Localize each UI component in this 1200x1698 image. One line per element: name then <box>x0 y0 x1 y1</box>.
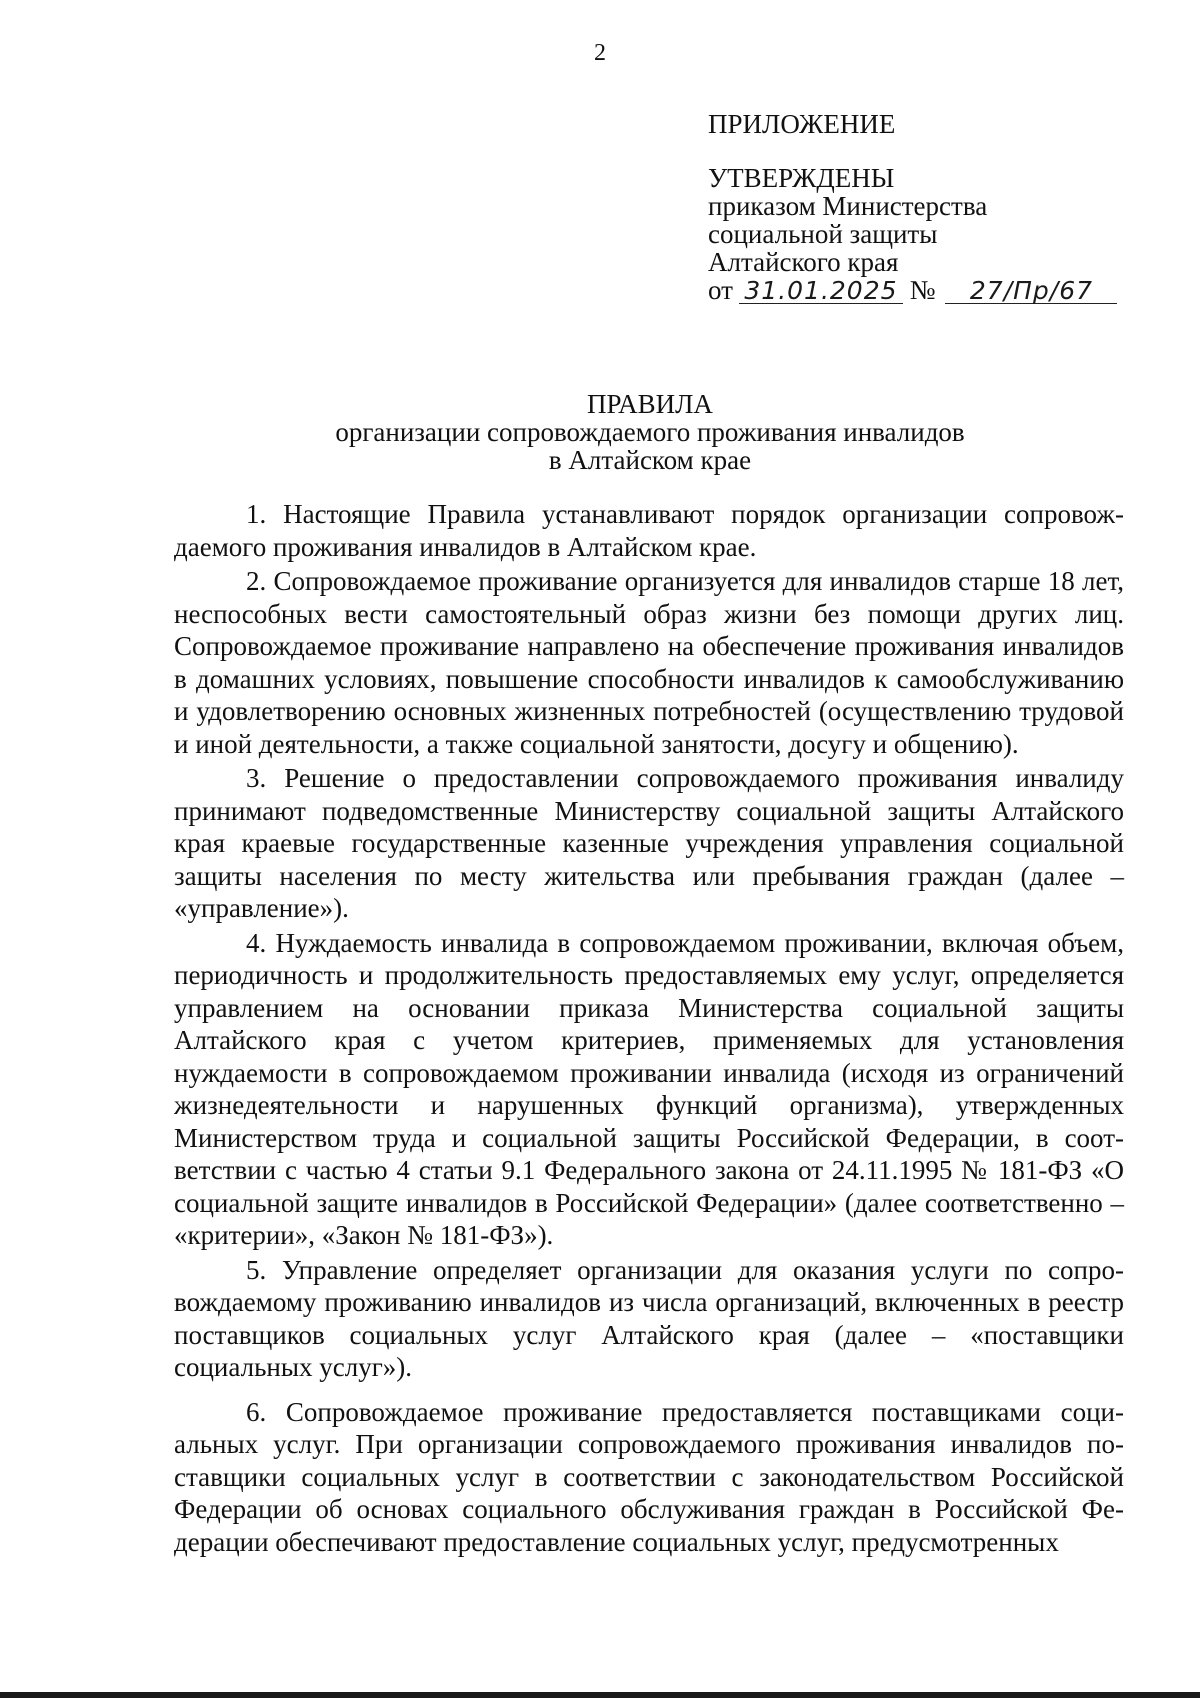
paragraph-2: 2. Сопровождаемое проживание организуется для инвалидов старше 18 лет, неспособных вести самостоятельный образ жизни без помощи других лиц. Сопровождаемое проживание направлено на обеспечение проживания инвалидов в домашних условиях, повышение способности инвалидов к самообслуживанию и удовлетворению основных жизненных потребностей (осуществлению трудовой и иной деятельности, а также социальной занятости, досугу и общению). <box>174 566 1124 759</box>
paragraph-1: 1. Настоящие Правила устанавливают порядок организации сопровождаемого проживания инвалидов в Алтайском крае. <box>174 499 1124 562</box>
paragraph-5: 5. Управление определяет организации для оказания услуги по сопровождаемому проживанию инвалидов из числа организаций, включенных в реестр поставщиков социальных услуг Алтайского края (далее – «поставщики социальных услуг»). <box>174 1254 1124 1382</box>
title-subtitle-2: в Алтайском крае <box>548 445 752 475</box>
page-bottom-edge <box>0 1692 1200 1698</box>
paragraph-3: 3. Решение о предоставлении сопровождаемого проживания инвалиду принимают подведомственные Министерству социальной защиты Алтайского края краевые государственные казенные учреждения управления социальной защиты населения по месту жительства или пребывания граждан (далее – «управление»). <box>174 763 1124 923</box>
approval-line-1: приказом Министерства <box>708 191 988 221</box>
document-title <box>0 390 1200 474</box>
paragraph-4: 4. Нуждаемость инвалида в сопровождаемом проживании, включая объем, периодичность и продолжительность предоставляемых ему услуг, определяется управлением на основании приказа Министерства социальной защиты Алтайского края с учетом критериев, применяемых для установления нуждаемости в сопровождаемом проживании инвалида (исходя из ограничений жизнедеятельности и нарушенных функций организма), утвержденных Министерством труда и социальной защиты Российской Федерации, в соответствии с частью 4 статьи 9.1 Федерального закона от 24.11.1995 № 181-ФЗ «О социальной защите инвалидов в Российской Федерации» (далее соответственно – «критерии», «Закон № 181-ФЗ»). <box>174 927 1124 1250</box>
paragraph-6: 6. Сопровождаемое проживание предоставляется поставщиками социальных услуг. При организации сопровождаемого проживания инвалидов поставщики социальных услуг в соответствии с законодательством Российской Федерации об основах социального обслуживания граждан в Российской Федерации обеспечивают предоставление социальных услуг, предусмотренных <box>174 1396 1124 1557</box>
approval-line-3: Алтайского края <box>708 247 899 277</box>
page-number: 2 <box>594 40 606 66</box>
approval-stamp <box>708 110 1148 306</box>
order-date-number-row <box>708 276 1148 306</box>
handwritten-order-number: 27/Пр/67 <box>945 279 1117 304</box>
document-body <box>174 498 1124 1560</box>
appendix-label: ПРИЛОЖЕНИЕ <box>708 109 896 139</box>
handwritten-date: 31.01.2025 <box>739 279 903 304</box>
number-prefix: № <box>909 275 936 305</box>
date-prefix: от <box>708 275 733 305</box>
approval-line-2: социальной защиты <box>708 219 938 249</box>
approved-label: УТВЕРЖДЕНЫ <box>708 163 895 193</box>
title-heading: ПРАВИЛА <box>587 389 713 419</box>
title-subtitle-1: организации сопровождаемого проживания инвалидов <box>335 417 965 447</box>
